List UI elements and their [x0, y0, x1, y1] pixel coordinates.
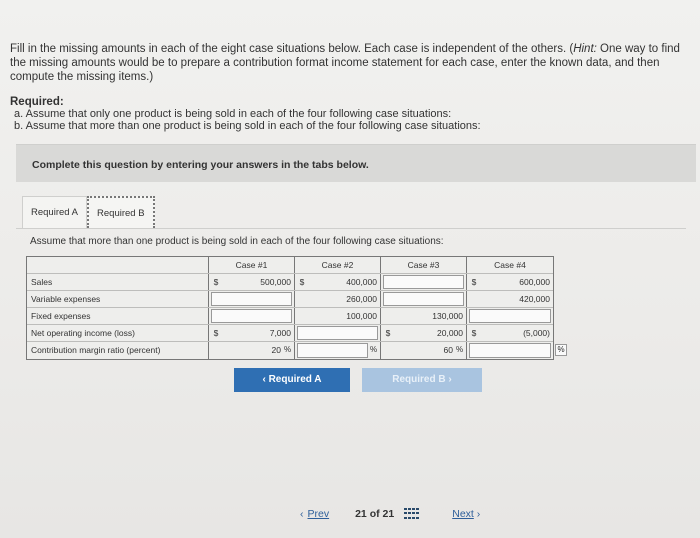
answer-input[interactable] [211, 309, 292, 323]
chevron-left-icon: ‹ [262, 374, 269, 385]
table-row [27, 274, 553, 291]
answer-input[interactable] [297, 343, 368, 358]
prev-tab-button[interactable] [234, 368, 350, 392]
case-header: Case #3 [407, 260, 440, 270]
question-grid-icon[interactable] [404, 508, 418, 520]
total-pages: 21 [382, 508, 395, 520]
prev-tab-label: Required A [268, 374, 322, 385]
table-header-row [27, 257, 553, 274]
required-a-text: a. Assume that only one product is being sold in each of the four following case situations: [14, 108, 452, 120]
tab-required-b[interactable]: Required B [87, 196, 155, 228]
row-label-variable-expenses: Variable expenses [27, 291, 209, 307]
table-row [27, 308, 553, 325]
chevron-right-icon: › [473, 508, 481, 520]
cell-value: (5,000) [523, 328, 550, 338]
panel-text: Complete this question by entering your answers in the tabs below. [32, 159, 369, 171]
row-label-net-operating-income: Net operating income (loss) [27, 325, 209, 341]
cell-value: 420,000 [519, 294, 550, 304]
percent-sign: % [284, 345, 292, 354]
case-header: Case #2 [321, 260, 354, 270]
percent-sign: % [555, 344, 567, 356]
page-counter [355, 508, 394, 520]
intro-part1: Fill in the missing amounts in each of the eight case situations below. Each case is independent of the others. ( [10, 43, 574, 55]
dollar-sign: $ [385, 328, 391, 338]
answer-input[interactable] [383, 275, 464, 289]
chevron-left-icon: ‹ [300, 508, 304, 520]
row-label-cm-ratio: Contribution margin ratio (percent) [27, 342, 209, 359]
cell-value: 60 [443, 345, 453, 355]
answer-input[interactable] [383, 292, 464, 306]
instructions-panel [16, 144, 696, 182]
answer-input[interactable] [469, 309, 551, 323]
table-row [27, 342, 565, 359]
row-label-sales: Sales [27, 274, 209, 290]
tab-bar [22, 196, 155, 228]
chevron-right-icon: › [445, 374, 452, 385]
percent-sign: % [370, 345, 378, 354]
required-b-text: b. Assume that more than one product is being sold in each of the four following case situations: [14, 120, 481, 132]
cell-value: 130,000 [432, 311, 463, 321]
tab-required-a[interactable]: Required A [22, 196, 87, 228]
header-blank [27, 257, 209, 273]
answer-input[interactable] [297, 326, 378, 340]
current-page: 21 [355, 508, 367, 520]
cell-value: 600,000 [519, 277, 550, 287]
cell-value: 20 [271, 345, 281, 355]
next-tab-button[interactable] [362, 368, 482, 392]
intro-part2: One way to find the missing amounts would be to prepare a contribution format income statement for each case, enter the known data, and then compute the missing items.) [10, 43, 680, 83]
cell-value: 20,000 [437, 328, 463, 338]
question-navigation [300, 508, 480, 520]
cell-value: 500,000 [260, 277, 291, 287]
tab-instruction: Assume that more than one product is being sold in each of the four following case situations: [30, 236, 444, 247]
cell-value: 7,000 [269, 328, 291, 338]
answer-input[interactable] [469, 343, 551, 358]
next-question-link[interactable]: Next [452, 508, 474, 520]
case-header: Case #1 [235, 260, 268, 270]
table-row [27, 325, 553, 342]
prev-question-link[interactable]: Prev [307, 508, 330, 520]
page-of: of [369, 508, 380, 520]
dollar-sign: $ [471, 328, 477, 338]
row-label-fixed-expenses: Fixed expenses [27, 308, 209, 324]
required-title: Required: [10, 96, 64, 108]
tab-divider [16, 228, 686, 229]
percent-sign: % [456, 345, 464, 354]
dollar-sign: $ [471, 277, 477, 287]
cell-value: 100,000 [346, 311, 377, 321]
cell-value: 400,000 [346, 277, 377, 287]
dollar-sign: $ [213, 277, 219, 287]
answer-input[interactable] [211, 292, 292, 306]
case-table [26, 256, 565, 360]
case-header: Case #4 [494, 260, 526, 270]
cell-value: 260,000 [346, 294, 377, 304]
intro-hint: Hint: [573, 43, 597, 55]
intro-text [10, 42, 698, 84]
dollar-sign: $ [213, 328, 219, 338]
table-row [27, 291, 553, 308]
next-tab-label: Required B [392, 374, 446, 385]
dollar-sign: $ [299, 277, 305, 287]
